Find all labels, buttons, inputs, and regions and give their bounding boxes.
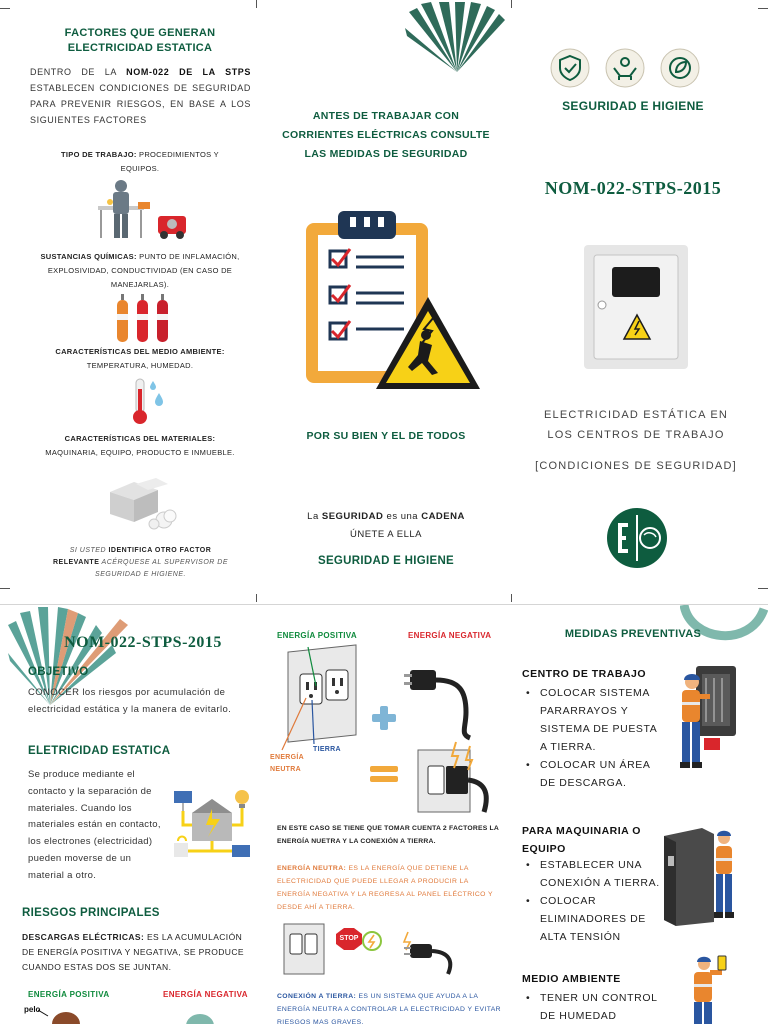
thermometer-icon <box>125 377 169 427</box>
crop-mark <box>758 588 768 589</box>
list-item: • ESTABLECER UNA CONEXIÓN A TIERRA. <box>522 856 662 892</box>
brand-title: SEGURIDAD E HIGIENE <box>562 99 704 113</box>
static-hair-illustration <box>38 1008 238 1024</box>
factor-materiales: CARACTERÍSTICAS DEL MATERIALES: MAQUINARIA, EQUIPO, PRODUCTO E INMUEBLE. <box>45 434 235 457</box>
energia-neutra-tag: ENERGÍA NEUTRA <box>270 754 304 773</box>
factors-intro: DENTRO DE LA NOM-022 DE LA STPS ESTABLECEN CONDICIONES DE SEGURIDAD PARA PREVENIR RIESGOS, EN BASE A LOS SIGUIENTES FACTORES <box>30 67 251 125</box>
logo-emblem <box>606 507 668 569</box>
crop-mark <box>0 588 10 589</box>
stop-neutral-diagram <box>280 920 470 978</box>
machine-cabinet-worker-illustration <box>662 826 742 926</box>
eletricidad-text: Se produce mediante el contacto y la separación de materiales. Cuando los materiales están en contacto, los electrones (electricidad) pueden moverse de un material a otro. <box>28 769 161 881</box>
crop-mark <box>0 8 10 9</box>
objetivo-text: CONOCER los riesgos por acumulación de electricidad estática y la manera de evitarlo. <box>28 687 232 715</box>
shield-check-icon <box>550 48 590 88</box>
list-item: • COLOCAR SISTEMA PARARRAYOS Y SISTEMA DE PUESTA A TIERRA. <box>522 684 662 756</box>
energia-negativa-label: ENERGÍA NEGATIVA <box>408 631 492 640</box>
maquinaria-title: PARA MAQUINARIA O EQUIPO <box>522 825 641 855</box>
slogan-text: POR SU BIEN Y EL DE TODOS <box>306 430 466 442</box>
eco-leaf-icon <box>660 48 700 88</box>
technician-meter-illustration <box>684 950 734 1024</box>
medio-ambiente-title: MEDIO AMBIENTE <box>522 973 621 985</box>
bottom-document-title: NOM-022-STPS-2015 <box>64 634 222 651</box>
centro-trabajo-list <box>522 684 662 792</box>
energia-neutra-text: ENERGÍA NEUTRA: ES LA ENERGÍA QUE DETIENE LA ELECTRICIDAD QUE PUEDE LLEGAR A PRODUCIR LA ENERGÍA NEGATIVA Y LA REGRESA AL PANEL ELÉCTRICO Y DESDE AHÍ A TIERRA. <box>277 865 493 911</box>
crop-mark <box>511 0 512 8</box>
welder-illustration <box>96 178 194 240</box>
crop-mark <box>758 8 768 9</box>
medio-ambiente-list <box>522 989 672 1025</box>
energia-positiva-label: ENERGÍA POSITIVA <box>277 631 357 640</box>
crop-mark <box>256 0 257 8</box>
medidas-heading: MEDIDAS PREVENTIVAS <box>564 628 702 640</box>
sunburst-decoration <box>405 2 509 72</box>
pelo-label: pelo <box>24 1005 41 1014</box>
before-work-heading: ANTES DE TRABAJAR CON CORRIENTES ELÉCTRICAS CONSULTE LAS MEDIDAS DE SEGURIDAD <box>282 110 490 160</box>
objetivo-label: OBJETIVO <box>28 666 89 678</box>
factor-medio-ambiente: CARACTERÍSTICAS DEL MEDIO AMBIENTE: TEMPERATURA, HUMEDAD. <box>55 347 225 370</box>
factor-tipo-trabajo: TIPO DE TRABAJO: PROCEDIMIENTOS Y EQUIPOS. <box>61 150 219 173</box>
clipboard-checklist-illustration <box>300 205 485 395</box>
conditions-text: [CONDICIONES DE SEGURIDAD] <box>535 460 737 472</box>
outlet-plug-diagram <box>270 642 502 817</box>
stop-sign-label: STOP <box>339 935 359 942</box>
subtitle-text: ELECTRICIDAD ESTÁTICA EN LOS CENTROS DE TRABAJO <box>543 409 729 441</box>
middle-footer-brand: SEGURIDAD E HIGIENE <box>317 555 455 567</box>
conexion-tierra-text: CONEXIÓN A TIERRA: ES UN SISTEMA QUE AYUDA A LA ENERGÍA NEUTRA A CONTROLAR LA ELECTRICIDAD Y EVITAR RIESGOS MAS GRAVES. <box>277 993 501 1026</box>
eletricidad-label: ELETRICIDAD ESTATICA <box>28 745 171 757</box>
list-item: • TENER UN CONTROL DE HUMEDAD <box>522 989 672 1025</box>
tierra-tag: TIERRA <box>313 746 341 753</box>
electrical-panel-illustration <box>584 245 688 369</box>
riesgos-label: RIESGOS PRINCIPALES <box>22 907 160 919</box>
smart-home-energy-illustration <box>170 785 255 869</box>
factores-text: EN ESTE CASO SE TIENE QUE TOMAR CUENTA 2 FACTORES LA ENERGÍA NUETRA Y LA CONEXIÓN A TIERRA. <box>277 825 499 845</box>
hands-care-icon <box>605 48 645 88</box>
maquinaria-list <box>522 856 662 946</box>
list-item: • COLOCAR ELIMINADORES DE ALTA TENSIÓN <box>522 892 662 946</box>
crop-mark <box>256 594 257 602</box>
gas-cylinders-icon <box>115 290 175 344</box>
factor-sustancias: SUSTANCIAS QUÍMICAS: PUNTO DE INFLAMACIÓN, EXPLOSIVIDAD, CONDUCTIVIDAD (EN CASO DE MANEJARLAS). <box>40 252 240 289</box>
document-title: NOM-022-STPS-2015 <box>544 178 722 198</box>
electrician-worker-illustration <box>676 662 738 772</box>
list-item: • COLOCAR UN ÁREA DE DESCARGA. <box>522 756 662 792</box>
bottom-left-energia-positiva: ENERGÍA POSITIVA <box>28 990 110 999</box>
bottom-left-energia-negativa: ENERGÍA NEGATIVA <box>163 990 248 999</box>
crop-mark <box>511 594 512 602</box>
chain-message: La SEGURIDAD es una CADENA ÚNETE A ELLA <box>307 511 465 540</box>
cotton-boxes-illustration <box>106 474 180 532</box>
supervisor-note: SI USTED IDENTIFICA OTRO FACTOR RELEVANTE ACÉRQUESE AL SUPERVISOR DE SEGURIDAD E HIGIENE. <box>52 547 229 578</box>
centro-trabajo-title: CENTRO DE TRABAJO <box>522 668 647 680</box>
factors-heading: FACTORES QUE GENERAN ELECTRICIDAD ESTATICA <box>64 27 216 54</box>
descargas-text: DESCARGAS ELÉCTRICAS: ES LA ACUMULACIÓN DE ENERGÍA POSITIVA Y NEGATIVA, SE PRODUCE CUANDO ESTAS DOS SE JUNTAN. <box>22 932 244 972</box>
